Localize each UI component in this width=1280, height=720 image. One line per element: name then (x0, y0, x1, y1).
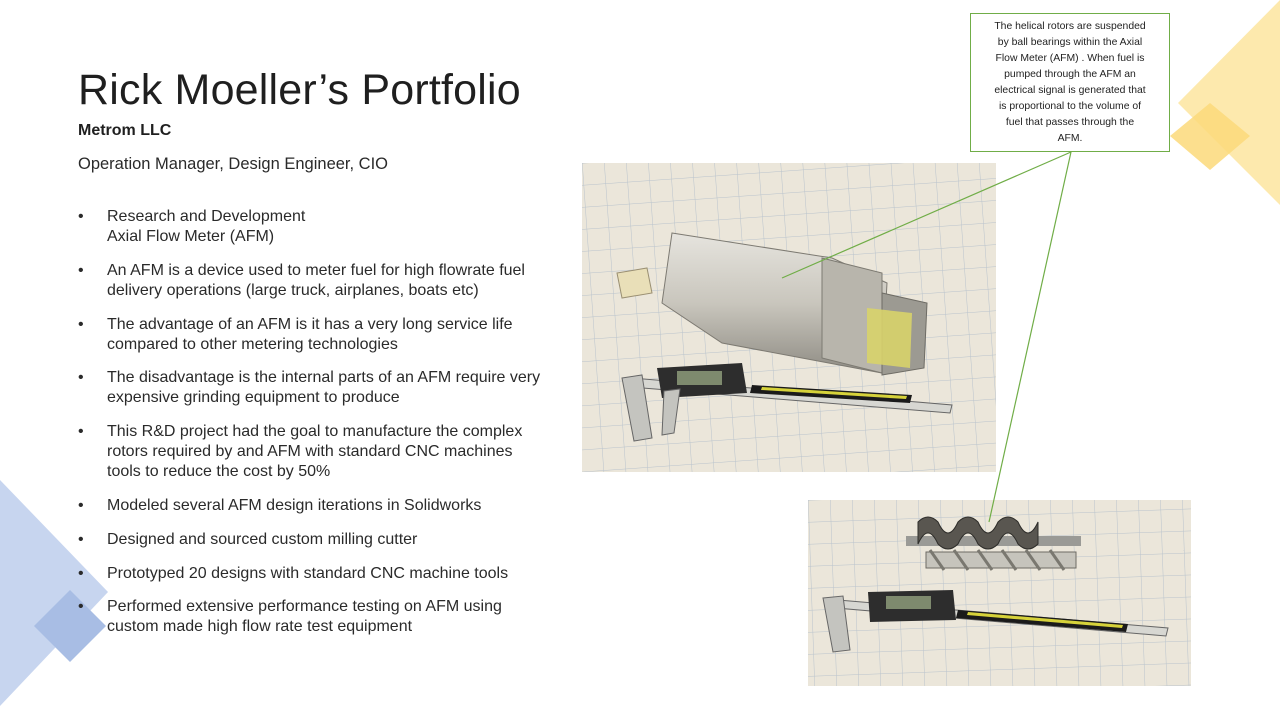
bullet-text-line: tools to reduce the cost by 50% (107, 463, 331, 481)
bullet-item (78, 261, 578, 301)
job-role: Operation Manager, Design Engineer, CIO (78, 155, 389, 173)
bullet-text-line: expensive grinding equipment to produce (107, 389, 400, 407)
bullet-dot: • (78, 315, 84, 333)
bullet-text-line: Axial Flow Meter (AFM) (107, 228, 275, 245)
callout-box (970, 13, 1170, 152)
bullet-text-line: Modeled several AFM design iterations in Solidworks (107, 496, 482, 514)
bullet-text-line: Designed and sourced custom milling cutter (107, 530, 418, 548)
callout-text-line: by ball bearings within the Axial (997, 37, 1143, 48)
bullet-text-line: The advantage of an AFM is it has a very long service life (107, 315, 513, 333)
bullet-dot: • (78, 369, 84, 387)
bullet-dot: • (78, 598, 84, 616)
bullet-dot: • (78, 423, 84, 441)
callout-text-line: pumped through the AFM an (1004, 69, 1136, 80)
bullet-dot: • (78, 564, 84, 582)
bullet-text-line: An AFM is a device used to meter fuel for high flowrate fuel (107, 261, 525, 279)
callout-text-line: The helical rotors are suspended (994, 21, 1146, 32)
bullet-text-line: compared to other metering technologies (107, 335, 398, 353)
bullet-item (78, 564, 578, 584)
bullet-text-line: Performed extensive performance testing on AFM using (107, 598, 502, 616)
bullet-text-line: This R&D project had the goal to manufacture the complex (107, 423, 523, 441)
bullet-item (78, 422, 578, 482)
callout-text-line: fuel that passes through the (1005, 117, 1135, 128)
bullet-text-line: delivery operations (large truck, airplanes, boats etc) (107, 281, 479, 299)
bullet-item (78, 368, 578, 408)
bullet-text-line: Research and Development (107, 208, 306, 225)
callout-text-line: is proportional to the volume of (998, 101, 1142, 112)
bullet-text-line: The disadvantage is the internal parts of an AFM require very (107, 369, 541, 387)
decorative-yellow-diamonds (1170, 0, 1280, 210)
callout-text-line: electrical signal is generated that (994, 85, 1146, 96)
company-name: Metrom LLC (78, 122, 172, 139)
bullet-text-line: rotors required by and AFM with standard CNC machines (107, 443, 513, 461)
bullet-text-line: Prototyped 20 designs with standard CNC machine tools (107, 564, 509, 582)
afm-photo (582, 163, 996, 472)
bullet-item (78, 597, 578, 637)
bullet-dot: • (78, 496, 84, 514)
bullet-dot: • (78, 530, 84, 548)
bullet-dot: • (78, 261, 84, 279)
rotors-photo (808, 500, 1191, 686)
page-title: Rick Moeller’s Portfolio (78, 66, 521, 114)
bullet-list (78, 207, 578, 651)
bullet-item (78, 496, 578, 516)
callout-text-line: Flow Meter (AFM) . When fuel is (995, 53, 1145, 64)
bullet-item (78, 315, 578, 355)
bullet-item (78, 207, 578, 247)
callout-text-line: AFM. (1057, 133, 1083, 144)
bullet-dot: • (78, 208, 84, 225)
bullet-item (78, 530, 578, 550)
bullet-text-line: custom made high flow rate test equipment (107, 618, 413, 636)
